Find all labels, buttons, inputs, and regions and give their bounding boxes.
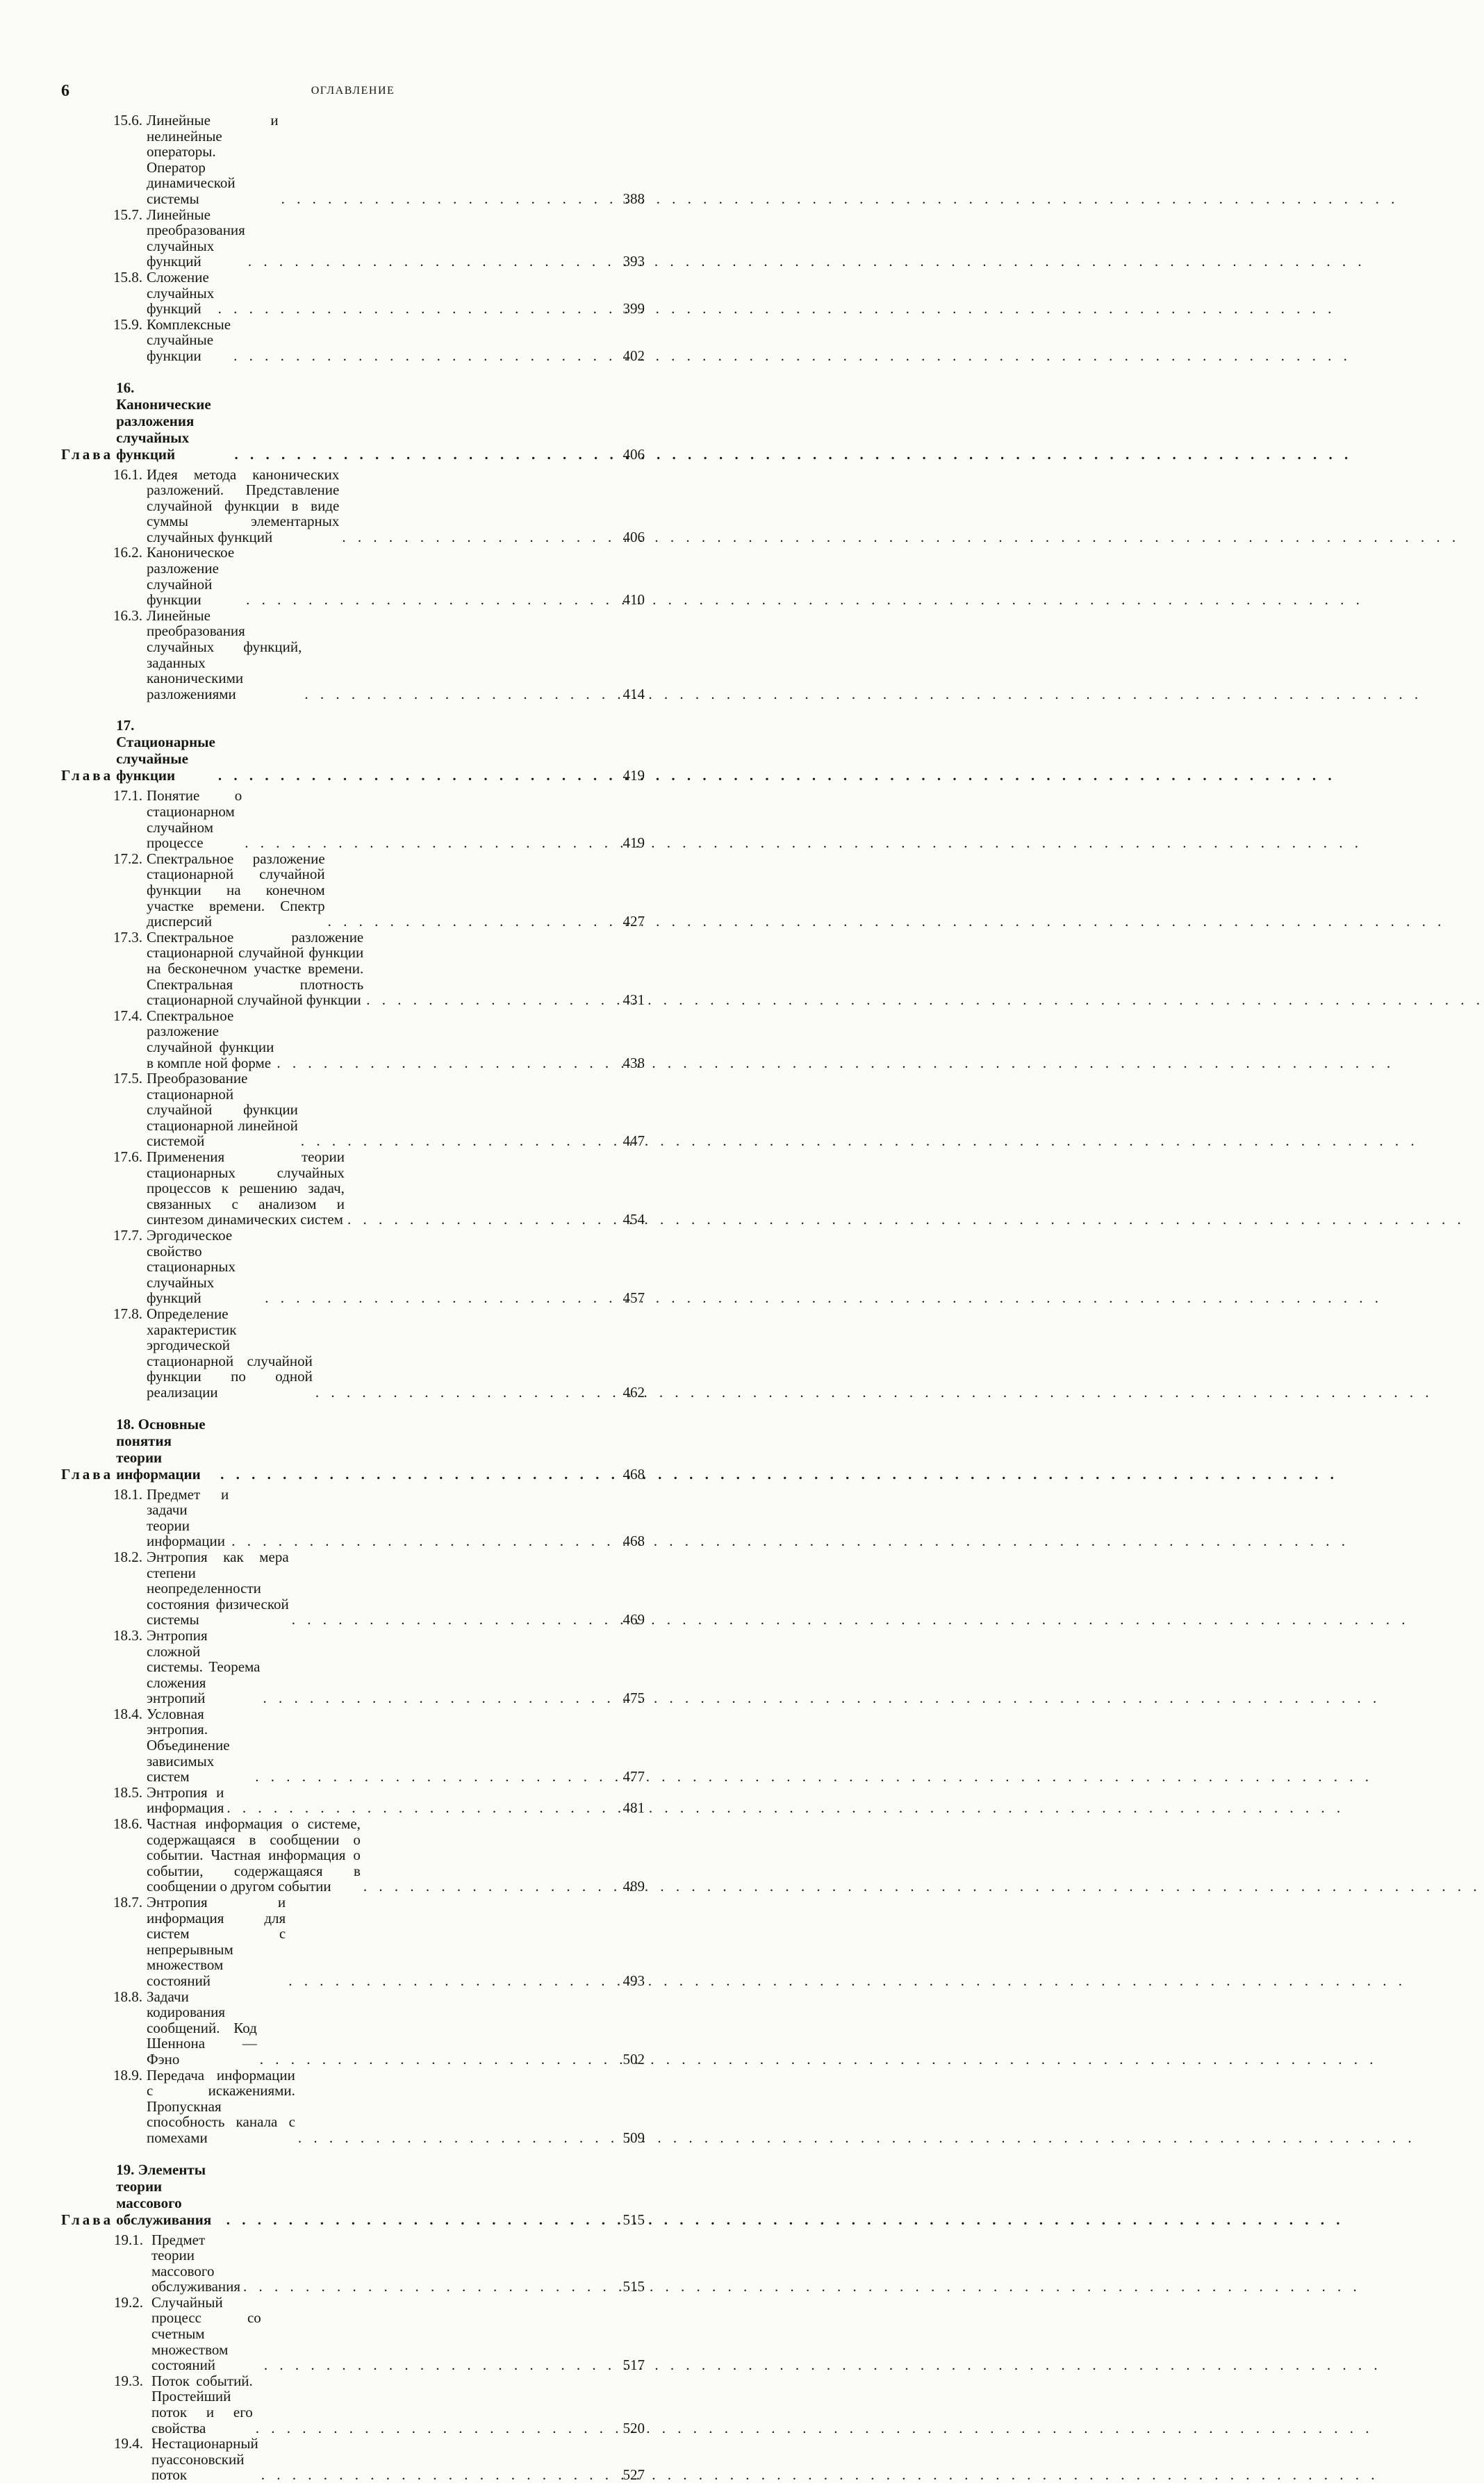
entry-title: Спектральное разложение случайной функции в компле ной форме <box>147 1008 274 1071</box>
chapter-heading[interactable] <box>61 379 645 463</box>
leader-dots <box>258 2467 617 2483</box>
leader-dots <box>345 1212 617 1228</box>
toc-entry[interactable] <box>61 1071 645 1149</box>
leader-dots <box>260 1690 617 1706</box>
chapter-19 <box>61 2161 645 2483</box>
chapter-17 <box>61 717 645 1400</box>
chapter-16 <box>61 379 645 702</box>
toc-entry[interactable] <box>61 788 645 850</box>
chapter-label: Глава <box>61 767 113 784</box>
toc-entry[interactable] <box>61 1487 645 1549</box>
entry-page: 457 <box>617 1290 645 1306</box>
entry-title: Спектральное разложение стационарной случайной функции на конечном участке времени. Спектр дисперсий <box>147 851 325 930</box>
chapter-heading[interactable] <box>61 1416 645 1483</box>
entry-page: 406 <box>617 529 645 545</box>
entry-number: 17.3. <box>61 930 147 946</box>
entry-page: 447 <box>617 1133 645 1149</box>
entry-page: 475 <box>617 1690 645 1706</box>
toc-entry[interactable] <box>61 1149 645 1228</box>
entry-page: 419 <box>617 835 645 851</box>
entry-number: 16.2. <box>61 545 147 561</box>
chapter-label: Глава <box>61 1466 113 1483</box>
toc-entry[interactable] <box>61 851 645 930</box>
toc-entry[interactable] <box>61 1549 645 1628</box>
entry-title: Сложение случайных функций <box>147 270 215 317</box>
toc-entry[interactable] <box>61 1989 645 2068</box>
leader-dots <box>231 446 617 463</box>
entry-number: 19.3. <box>61 2373 151 2389</box>
entry-number: 17.8. <box>61 1306 147 1322</box>
page-header <box>61 82 645 103</box>
entry-number: 16.3. <box>61 608 147 624</box>
chapter-title: 18. Основные понятия теории информации <box>116 1416 217 1483</box>
entry-title: Задачи кодирования сообщений. Код Шеннона — Фэно <box>147 1989 257 2068</box>
entry-number: 17.6. <box>61 1149 147 1165</box>
page-number: 6 <box>61 82 69 101</box>
entry-title: Предмет и задачи теории информации <box>147 1487 229 1549</box>
entry-number: 19.1. <box>61 2232 151 2248</box>
toc-entry[interactable] <box>61 2232 645 2295</box>
entry-title: Условная энтропия. Объединение зависимых систем <box>147 1706 252 1785</box>
toc-entry[interactable] <box>61 1895 645 1989</box>
entry-page: 462 <box>617 1385 645 1401</box>
chapter-page: 515 <box>617 2211 645 2228</box>
toc-entry[interactable] <box>61 467 645 545</box>
entry-page: 502 <box>617 2052 645 2068</box>
entry-page: 517 <box>617 2357 645 2373</box>
leader-dots <box>224 2211 617 2228</box>
entry-number: 18.3. <box>61 1628 147 1644</box>
leader-dots <box>295 2130 617 2146</box>
leader-dots <box>302 686 617 702</box>
entry-title: Линейные и нелинейные операторы. Оператор динамической системы <box>147 113 279 207</box>
entry-title: Энтропия и информация <box>147 1785 224 1816</box>
leader-dots <box>363 992 617 1008</box>
chapter-page: 406 <box>617 446 645 463</box>
entry-number: 15.8. <box>61 270 147 286</box>
entry-page: 388 <box>617 191 645 207</box>
entry-page: 410 <box>617 592 645 608</box>
entry-number: 18.4. <box>61 1706 147 1722</box>
running-head: ОГЛАВЛЕНИЕ <box>61 85 645 97</box>
entry-title: Понятие о стационарном случайном процессе <box>147 788 242 850</box>
entry-page: 509 <box>617 2130 645 2146</box>
chapter-page: 468 <box>617 1466 645 1483</box>
entry-title: Предмет теории массового обслуживания <box>151 2232 240 2295</box>
entry-number: 18.7. <box>61 1895 147 1911</box>
book-page <box>0 0 695 1043</box>
entry-title: Частная информация о системе, содержащаяся в сообщении о событии. Частная информация о событии, содержащаяся в сообщении о другом событии <box>147 1816 361 1895</box>
entry-number: 18.9. <box>61 2068 147 2084</box>
entry-title: Поток событий. Простейший поток и его свойства <box>151 2373 253 2436</box>
entry-page: 515 <box>617 2279 645 2295</box>
toc-entry[interactable] <box>61 1785 645 1816</box>
toc-entry[interactable] <box>61 608 645 702</box>
entry-title: Энтропия и информация для систем с непрерывным множеством состояний <box>147 1895 286 1989</box>
entry-number: 17.5. <box>61 1071 147 1087</box>
leader-dots <box>257 2052 617 2068</box>
leader-dots <box>229 1533 617 1549</box>
entry-number: 19.2. <box>61 2295 151 2311</box>
toc-entry[interactable] <box>61 1008 645 1071</box>
leader-dots <box>253 2420 617 2436</box>
table-of-contents <box>61 113 645 2483</box>
entry-number: 15.6. <box>61 113 147 129</box>
entry-page: 520 <box>617 2420 645 2436</box>
entry-number: 18.5. <box>61 1785 147 1801</box>
entry-title: Эргодическое свойство стационарных случайных функций <box>147 1228 262 1306</box>
leader-dots <box>217 1466 617 1483</box>
entry-number: 18.1. <box>61 1487 147 1503</box>
leader-dots <box>325 914 617 930</box>
entry-page: 493 <box>617 1973 645 1989</box>
toc-entry[interactable] <box>61 930 645 1008</box>
leader-dots <box>245 254 617 270</box>
entry-page: 454 <box>617 1212 645 1228</box>
entry-page: 438 <box>617 1055 645 1071</box>
leader-dots <box>313 1385 617 1401</box>
chapter-label: Глава <box>61 446 113 463</box>
entry-title: Линейные преобразования случайных функций, заданных каноническими разложениями <box>147 608 302 702</box>
leader-dots <box>224 1800 617 1816</box>
entry-title: Применения теории стационарных случайных процессов к решению задач, связанных с анализом и синтезом динамических систем <box>147 1149 345 1228</box>
entry-number: 18.6. <box>61 1816 147 1832</box>
leader-dots <box>215 301 617 317</box>
toc-entry[interactable] <box>61 1228 645 1306</box>
toc-entry[interactable] <box>61 2068 645 2146</box>
toc-entry[interactable] <box>61 113 645 207</box>
entry-title: Энтропия сложной системы. Теорема сложения энтропий <box>147 1628 260 1706</box>
leader-dots <box>215 767 617 784</box>
leader-dots <box>262 1290 617 1306</box>
leader-dots <box>231 348 617 364</box>
chapter-heading[interactable] <box>61 2161 645 2228</box>
entry-title: Энтропия как мера степени неопределенности состояния физической системы <box>147 1549 289 1628</box>
entry-number: 17.1. <box>61 788 147 804</box>
leader-dots <box>242 835 617 851</box>
toc-entry[interactable] <box>61 2373 645 2436</box>
leader-dots <box>339 529 617 545</box>
entry-page: 477 <box>617 1769 645 1785</box>
entry-page: 468 <box>617 1533 645 1549</box>
entry-title: Каноническое разложение случайной функции <box>147 545 243 607</box>
entry-number: 17.2. <box>61 851 147 867</box>
entry-page: 414 <box>617 686 645 702</box>
entry-number: 18.2. <box>61 1549 147 1565</box>
entry-number: 16.1. <box>61 467 147 483</box>
leader-dots <box>298 1133 617 1149</box>
entry-number: 15.7. <box>61 207 147 223</box>
chapter-15-continuation <box>61 113 645 364</box>
chapter-heading[interactable] <box>61 717 645 784</box>
entry-number: 15.9. <box>61 317 147 333</box>
entry-title: Идея метода канонических разложений. Представление случайной функции в виде суммы элементарных случайных функций <box>147 467 339 545</box>
entry-title: Определение характеристик эргодической стационарной случайной функции по одной реализации <box>147 1306 313 1401</box>
entry-title: Преобразование стационарной случайной функции стационарной линейной системой <box>147 1071 298 1149</box>
toc-entry[interactable] <box>61 545 645 607</box>
toc-entry[interactable] <box>61 1706 645 1785</box>
leader-dots <box>279 191 617 207</box>
leader-dots <box>361 1879 617 1895</box>
entry-number: 17.7. <box>61 1228 147 1244</box>
entry-number: 19.4. <box>61 2436 151 2452</box>
leader-dots <box>286 1973 617 1989</box>
entry-page: 431 <box>617 992 645 1008</box>
entry-title: Передача информации с искажениями. Пропускная способность канала с помехами <box>147 2068 295 2146</box>
entry-title: Комплексные случайные функции <box>147 317 231 364</box>
entry-number: 18.8. <box>61 1989 147 2005</box>
chapter-title: 17. Стационарные случайные функции <box>116 717 215 784</box>
leader-dots <box>274 1055 617 1071</box>
chapter-label: Глава <box>61 2211 113 2228</box>
entry-title: Линейные преобразования случайных функций <box>147 207 245 270</box>
entry-page: 399 <box>617 301 645 317</box>
entry-page: 393 <box>617 254 645 270</box>
entry-title: Нестационарный пуассоновский поток <box>151 2436 258 2483</box>
entry-page: 427 <box>617 914 645 930</box>
entry-page: 481 <box>617 1800 645 1816</box>
leader-dots <box>289 1612 617 1628</box>
chapter-title: 19. Элементы теории массового обслуживания <box>116 2161 224 2228</box>
toc-entry[interactable] <box>61 317 645 364</box>
leader-dots <box>252 1769 617 1785</box>
entry-page: 489 <box>617 1879 645 1895</box>
toc-entry[interactable] <box>61 1816 645 1895</box>
toc-entry[interactable] <box>61 1306 645 1401</box>
entry-number: 17.4. <box>61 1008 147 1024</box>
chapter-18 <box>61 1416 645 2146</box>
toc-entry[interactable] <box>61 1628 645 1706</box>
leader-dots <box>261 2357 617 2373</box>
toc-entry[interactable] <box>61 270 645 317</box>
leader-dots <box>240 2279 617 2295</box>
toc-entry[interactable] <box>61 2295 645 2373</box>
entry-title: Спектральное разложение стационарной случайной функции на бесконечном участке времени. Спектральная плотность стационарной случайной функции <box>147 930 363 1008</box>
chapter-page: 419 <box>617 767 645 784</box>
entry-title: Случайный процесс со счетным множеством состояний <box>151 2295 261 2373</box>
toc-entry[interactable] <box>61 207 645 270</box>
chapter-title: 16. Канонические разложения случайных функций <box>116 379 231 463</box>
toc-entry[interactable] <box>61 2436 645 2483</box>
leader-dots <box>243 592 617 608</box>
entry-page: 527 <box>617 2467 645 2483</box>
entry-page: 469 <box>617 1612 645 1628</box>
entry-page: 402 <box>617 348 645 364</box>
